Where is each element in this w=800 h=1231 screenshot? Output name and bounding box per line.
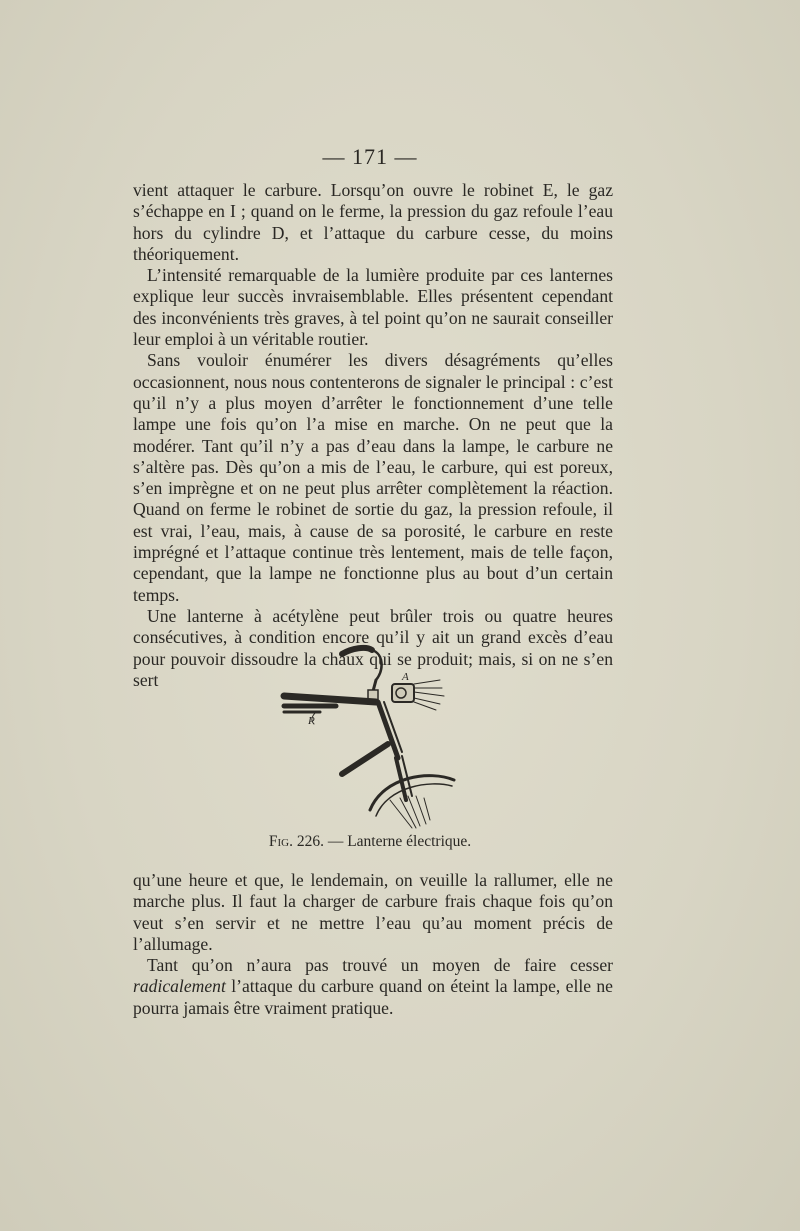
paragraph: Une lanterne à acétylène peut brûler trois ou quatre heures consécutives, à condition encore qu’il y ait un grand excès d’eau pour pouvoir dissoudre la chaux qui se produit; mais, si on ne s’en sert: [133, 605, 613, 690]
text-block-bottom: [133, 870, 613, 1019]
text-block-top: [133, 180, 613, 691]
paragraph: vient attaquer le carbure. Lorsqu’on ouvre le robinet E, le gaz s’échappe en I ; quand on le ferme, la pression du gaz refoule l’eau hors du cylindre D, et l’attaque du carbure cesse, du moins théoriquement.: [133, 180, 613, 264]
caption-text: 226. — Lanterne électrique.: [292, 833, 472, 850]
paragraph: [133, 955, 613, 1019]
figure-bicycle-lantern: [280, 640, 460, 830]
paragraph: Sans vouloir énumérer les divers désagréments qu’elles occasionnent, nous nous contenterons de signaler le principal : c’est qu’il n’y a plus moyen d’arrêter le fonctionnement d’une telle lampe une fois qu’on l’a mise en marche. On ne peut que la modérer. Tant qu’il n’y a pas d’eau dans la lampe, le carbure ne s’altère pas. Dès qu’on a mis de l’eau, le carbure, qui est poreux, s’en imprègne et on ne peut plus arrêter complètement la réaction. Quand on ferme le robinet de sortie du gaz, la pression refoule, il est vrai, l’eau, mais, à cause de sa porosité, le carbure en reste imprégné et l’attaque continue très lentement, mais de telle façon, cependant, que la lampe ne fonctionne plus au bout d’un certain temps.: [133, 350, 613, 605]
page-number: — 171 —: [322, 144, 418, 169]
paragraph: L’intensité remarquable de la lumière produite par ces lanternes explique leur succès invraisemblable. Elles présentent cependant des inconvénients très graves, à tel point qu’on ne saurait conseiller leur emploi à un véritable routier.: [133, 265, 613, 350]
figure-label-p: P: [308, 715, 315, 727]
paragraph-text: Tant qu’on n’aura pas trouvé un moyen de faire cesser: [147, 955, 613, 976]
italic-word: radicalement: [133, 976, 226, 997]
paragraph: qu’une heure et que, le lendemain, on veuille la rallumer, elle ne marche plus. Il faut la charger de carbure frais chaque fois qu’on veut s’en servir et ne mettre l’eau qu’au moment précis de l’allumage.: [133, 870, 613, 954]
figure-label-a: A: [402, 671, 409, 683]
bicycle-handlebar-lantern-illustration: [280, 640, 460, 830]
paragraph-text: l’attaque du carbure quand on éteint la lampe, elle ne pourra jamais être vraiment pratique.: [133, 976, 613, 1018]
caption-prefix: Fig.: [268, 833, 293, 850]
figure-caption: [0, 833, 740, 851]
